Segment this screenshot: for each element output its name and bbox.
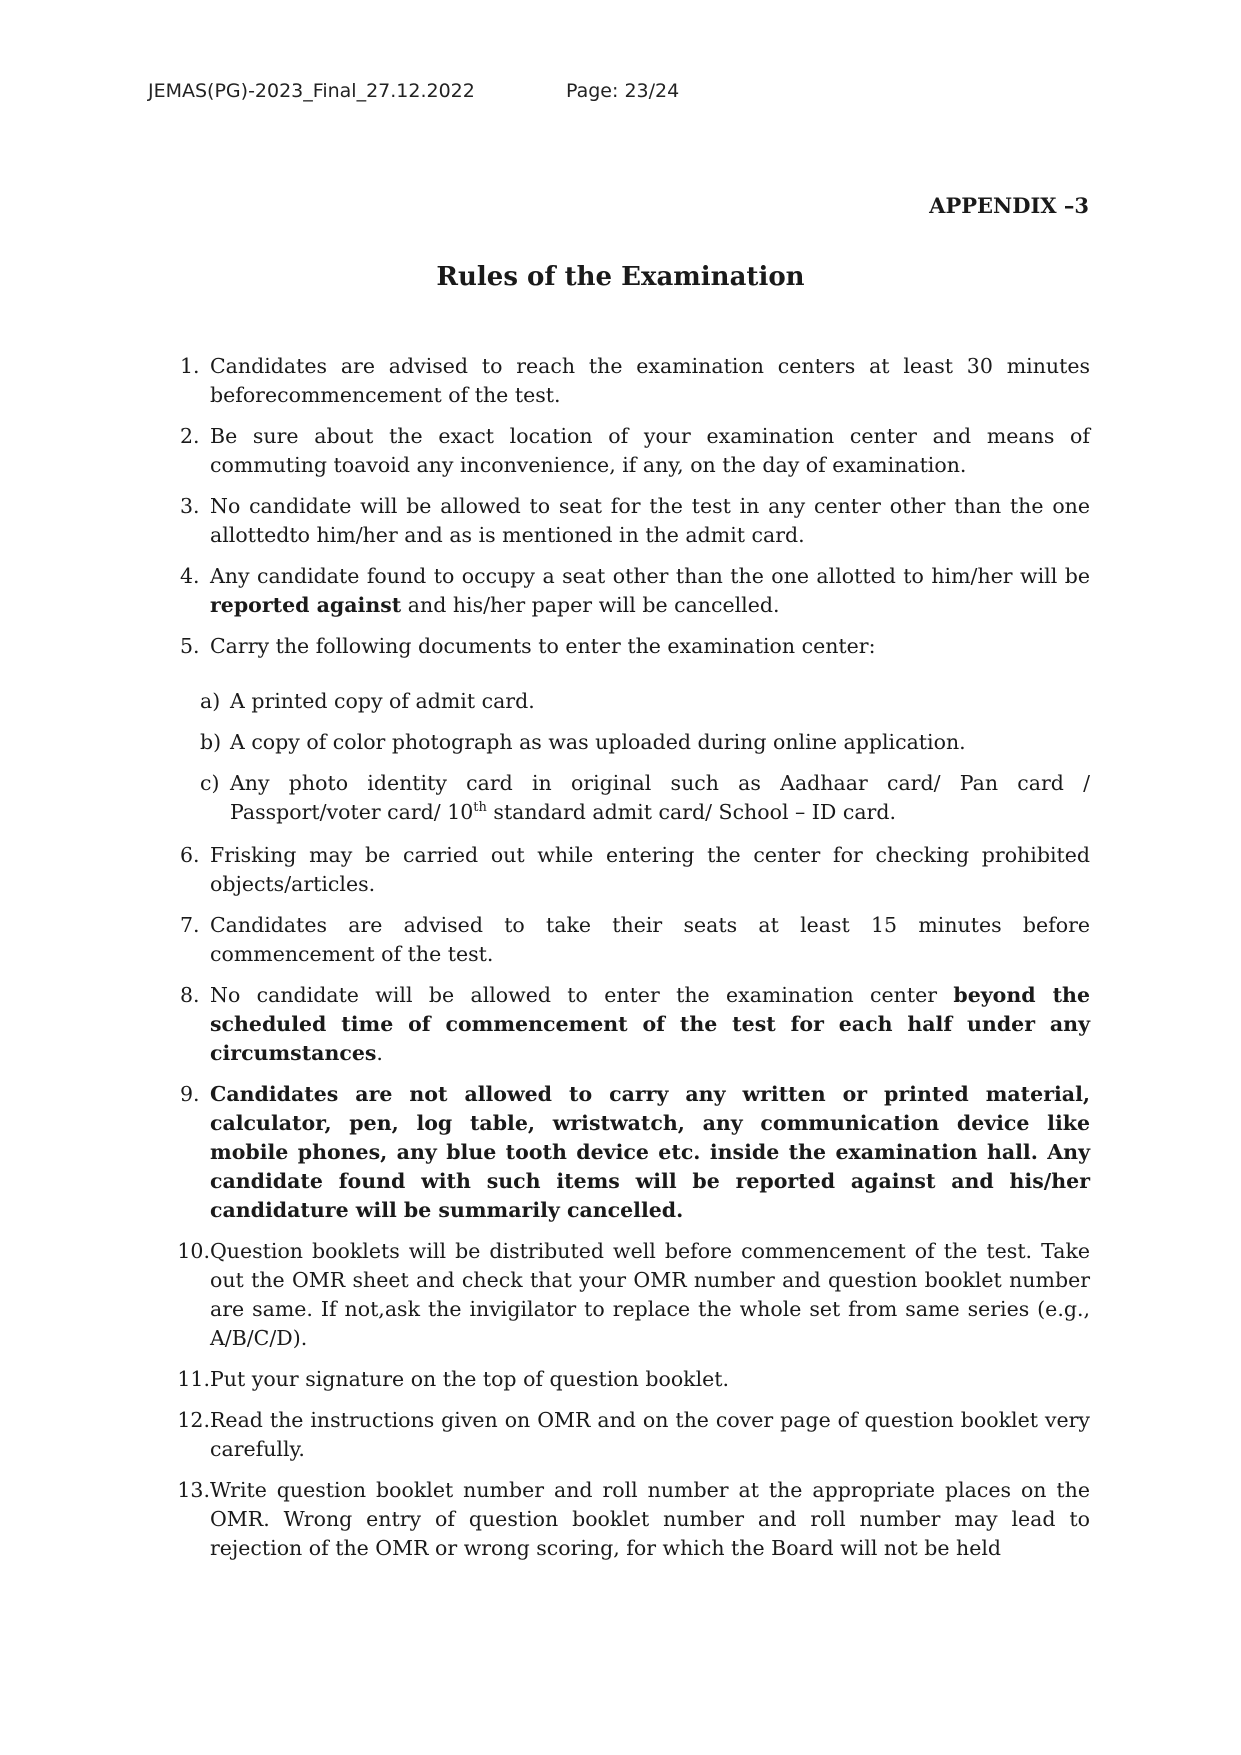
- rule-number: 11.: [177, 1367, 210, 1391]
- rule-text: Candidates are advised to reach the examination centers at least 30 minutes beforecommencement of the test.: [210, 354, 1090, 407]
- rule-text: Frisking may be carried out while entering the center for checking prohibited objects/articles.: [210, 843, 1090, 896]
- document-letter: a): [200, 689, 221, 713]
- rules-list: [160, 352, 1090, 1575]
- rule-number: 2.: [180, 424, 200, 448]
- rule-text: Put your signature on the top of question booklet.: [210, 1367, 730, 1391]
- rule-text-emphasis: beyond the scheduled time of commencement of the test for each half under any circumstances: [210, 983, 1090, 1065]
- rule-item: [160, 981, 1090, 1068]
- rule-text: Question booklets will be distributed well before commencement of the test. Take out the OMR sheet and check that your OMR number and question booklet number are same. If not,ask the invigilator to replace the whole set from same series (e.g., A/B/C/D).: [210, 1239, 1090, 1350]
- document-item: [200, 728, 1090, 757]
- rule-text: Write question booklet number and roll number at the appropriate places on the OMR. Wrong entry of question booklet number and roll number may lead to rejection of the OMR or wrong scoring, for which the Board will not be held: [210, 1478, 1090, 1560]
- rule-item: [160, 492, 1090, 550]
- rule-item: [160, 1080, 1090, 1225]
- documents-list: [160, 687, 1090, 827]
- document-text: [230, 769, 1090, 827]
- superscript: th: [473, 800, 487, 816]
- rule-item: [160, 562, 1090, 620]
- page-title: Rules of the Examination: [436, 262, 805, 292]
- rule-number: 12.: [177, 1408, 210, 1432]
- document-text-part: standard admit card/ School – ID card.: [486, 800, 896, 824]
- document-text: A printed copy of admit card.: [230, 689, 535, 713]
- rule-item: [160, 1365, 1090, 1394]
- rule-text: [210, 562, 1090, 620]
- rule-number: 7.: [180, 913, 200, 937]
- rule-number: 5.: [180, 634, 200, 658]
- rule-item: [160, 1406, 1090, 1464]
- rule-number: 9.: [180, 1082, 200, 1106]
- rule-number: 1.: [180, 354, 200, 378]
- rule-text: No candidate will be allowed to seat for the test in any center other than the one allottedto him/her and as is mentioned in the admit card.: [210, 494, 1090, 547]
- page-number: Page: 23/24: [566, 80, 680, 102]
- rule-text-part: .: [376, 1041, 383, 1065]
- rule-item: [160, 352, 1090, 410]
- rule-text: Read the instructions given on OMR and on the cover page of question booklet very carefully.: [210, 1408, 1090, 1461]
- document-text: A copy of color photograph as was uploaded during online application.: [230, 730, 966, 754]
- rule-text-part: Any candidate found to occupy a seat other than the one allotted to him/her will be: [210, 564, 1090, 588]
- rule-text: Candidates are not allowed to carry any written or printed material, calculator, pen, log table, wristwatch, any communication device like mobile phones, any blue tooth device etc. inside the examination hall. Any candidate found with such items will be reported against and his/her candidature will be summarily cancelled.: [210, 1082, 1090, 1222]
- document-item: [200, 687, 1090, 716]
- rule-number: 8.: [180, 983, 200, 1007]
- rule-item: [160, 422, 1090, 480]
- rule-item: [160, 1237, 1090, 1353]
- document-id: JEMAS(PG)-2023_Final_27.12.2022: [148, 80, 475, 102]
- rule-item: [160, 911, 1090, 969]
- rule-number: 6.: [180, 843, 200, 867]
- rule-text-emphasis: reported against: [210, 593, 402, 617]
- rule-text: Candidates are advised to take their seats at least 15 minutes before commencement of the test.: [210, 913, 1090, 966]
- rule-text: Carry the following documents to enter the examination center:: [210, 634, 876, 658]
- rule-number: 4.: [180, 564, 200, 588]
- rule-item: [160, 841, 1090, 899]
- document-letter: b): [200, 730, 222, 754]
- rule-number: 3.: [180, 494, 200, 518]
- document-text-part: Any photo identity card in original such as Aadhaar card/ Pan card / Passport/voter card/ 10: [230, 771, 1090, 824]
- appendix-label: APPENDIX –3: [929, 193, 1089, 218]
- rule-item: [160, 632, 1090, 661]
- rule-text: Be sure about the exact location of your examination center and means of commuting toavoid any inconvenience, if any, on the day of examination.: [210, 424, 1090, 477]
- document-item: [200, 769, 1090, 827]
- rule-text: [210, 981, 1090, 1068]
- document-letter: c): [200, 771, 220, 795]
- rule-number: 13.: [177, 1478, 210, 1502]
- rule-text-part: and his/her paper will be cancelled.: [401, 593, 780, 617]
- rule-text-part: No candidate will be allowed to enter the examination center: [210, 983, 954, 1007]
- rule-number: 10.: [177, 1239, 210, 1263]
- rule-item: [160, 1476, 1090, 1563]
